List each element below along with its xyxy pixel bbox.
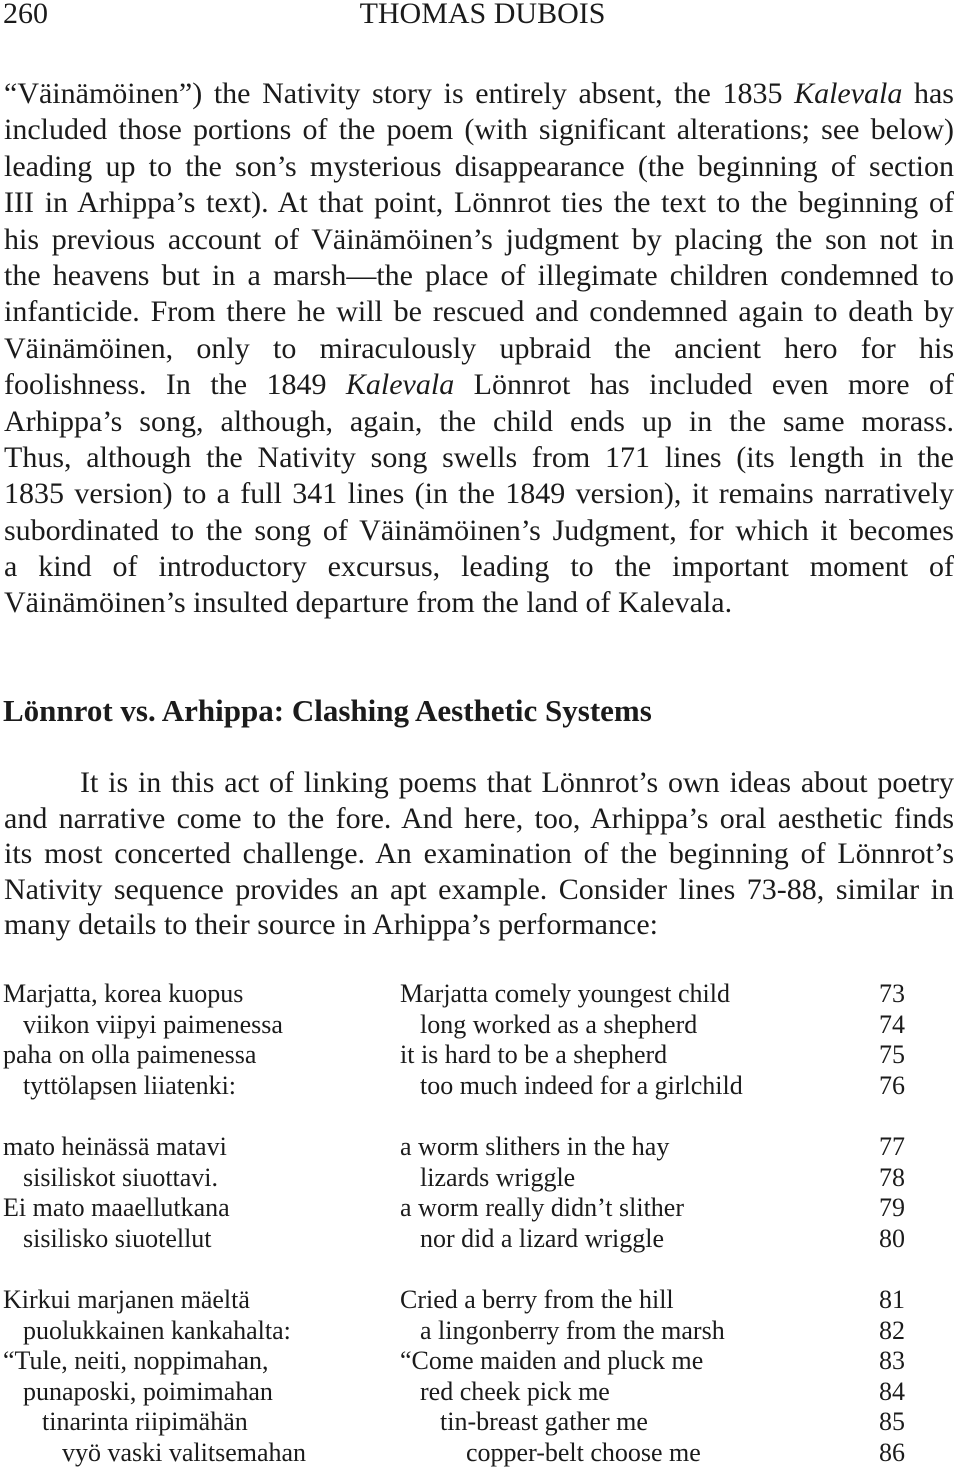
line-number: 85 [879, 1407, 905, 1437]
english-translation: it is hard to be a shepherd [400, 1040, 668, 1070]
line-number: 74 [879, 1009, 905, 1039]
verse-row [0, 1346, 960, 1377]
text-line: many details to their source in Arhippa’s performance: [4, 908, 658, 941]
english-translation: tin-breast gather me [440, 1407, 648, 1437]
finnish-line: viikon viipyi paimenessa [23, 1009, 283, 1039]
english-translation: copper-belt choose me [466, 1437, 701, 1467]
english-translation: lizards wriggle [420, 1162, 576, 1192]
finnish-line: paha on olla paimenessa [3, 1040, 257, 1070]
text-line [4, 76, 954, 112]
english-translation: red cheek pick me [420, 1376, 610, 1406]
verse-row [0, 1010, 960, 1041]
verse-row [0, 1193, 960, 1224]
line-number: 75 [879, 1040, 905, 1070]
english-translation: Marjatta comely youngest child [400, 979, 730, 1008]
verse-row [0, 1407, 960, 1438]
line-number: 81 [879, 1284, 905, 1314]
verse-row [0, 1071, 960, 1102]
line-number: 80 [879, 1223, 905, 1253]
finnish-line: puolukkainen kankahalta: [23, 1315, 291, 1345]
line-number: 77 [879, 1131, 905, 1161]
text-line [4, 367, 954, 403]
line-number: 86 [879, 1437, 905, 1467]
page-header [0, 0, 960, 28]
text-line: infanticide. From there he will be rescued and condemned again to death by [4, 295, 954, 329]
text-line: leading up to the son’s mysterious disappearance (the beginning of section [4, 149, 954, 183]
english-translation: too much indeed for a girlchild [420, 1070, 743, 1100]
verse-stanza [0, 1285, 960, 1469]
text-segment: Lönnrot has included even more of [454, 368, 954, 402]
english-translation: Cried a berry from the hill [400, 1284, 674, 1314]
text-segment: foolishness. In the 1849 [4, 368, 346, 402]
running-title: THOMAS DUBOIS [359, 0, 606, 30]
italic-title: Kalevala [345, 368, 455, 402]
italic-title: Kalevala [794, 77, 903, 110]
text-segment: has [902, 77, 954, 110]
text-line: its most concerted challenge. An examination of the beginning of Lönnrot’s [4, 837, 954, 870]
english-translation: long worked as a shepherd [420, 1009, 698, 1039]
verse-stanza [0, 1132, 960, 1254]
finnish-line: Ei mato maaellutkana [3, 1193, 230, 1223]
finnish-line: punaposki, poimimahan [23, 1376, 273, 1406]
text-line: a kind of introductory excursus, leading to the important moment of [4, 550, 954, 584]
verse-row [0, 1224, 960, 1255]
english-translation: a worm slithers in the hay [400, 1131, 670, 1161]
text-line: the heavens but in a marsh—the place of illegimate children condemned to [4, 258, 954, 292]
section-heading: Lönnrot vs. Arhippa: Clashing Aesthetic Systems [3, 693, 652, 728]
verse-table [0, 979, 960, 1469]
verse-row [0, 1438, 960, 1469]
verse-row [0, 1132, 960, 1163]
body-paragraph [4, 765, 954, 943]
finnish-line: sisiliskot siuottavi. [23, 1162, 219, 1192]
line-number: 76 [879, 1070, 905, 1100]
finnish-line: tinarinta riipimähän [42, 1407, 248, 1437]
text-line: Väinämöinen, only to miraculously upbraid the ancient hero for his [4, 331, 954, 365]
finnish-line: mato heinässä matavi [3, 1131, 227, 1161]
text-line: Arhippa’s song, although, again, the child ends up in the same morass. [4, 404, 954, 438]
text-line: Väinämöinen’s insulted departure from the land of Kalevala. [4, 586, 733, 620]
finnish-line: Kirkui marjanen mäeltä [3, 1284, 250, 1314]
text-line: 1835 version) to a full 341 lines (in the 1849 version), it remains narratively [4, 477, 954, 511]
text-line: Nativity sequence provides an apt example. Consider lines 73-88, similar in [4, 872, 954, 906]
text-segment: “Väinämöinen”) the Nativity story is entirely absent, the 1835 [4, 77, 795, 110]
text-line: It is in this act of linking poems that Lönnrot’s own ideas about poetry [80, 766, 954, 799]
english-translation: a worm really didn’t slither [400, 1193, 685, 1223]
text-line: Thus, although the Nativity song swells from 171 lines (its length in the [4, 440, 954, 474]
page-number: 260 [3, 0, 48, 30]
finnish-line: vyö vaski valitsemahan [62, 1437, 307, 1467]
text-line: his previous account of Väinämöinen’s judgment by placing the son not in [4, 222, 954, 256]
verse-row [0, 1377, 960, 1408]
body-paragraph [4, 76, 954, 622]
line-number: 73 [879, 979, 905, 1008]
text-line: and narrative come to the fore. And here, too, Arhippa’s oral aesthetic finds [4, 801, 954, 835]
line-number: 83 [879, 1346, 905, 1376]
verse-row [0, 979, 960, 1010]
english-translation: “Come maiden and pluck me [400, 1346, 704, 1376]
verse-stanza [0, 979, 960, 1101]
verse-row [0, 1040, 960, 1071]
line-number: 84 [879, 1376, 905, 1406]
verse-row [0, 1316, 960, 1347]
line-number: 82 [879, 1315, 905, 1345]
finnish-line: “Tule, neiti, noppimahan, [3, 1346, 269, 1376]
text-line: included those portions of the poem (with significant alterations; see below) [4, 113, 954, 147]
finnish-line: tyttölapsen liiatenki: [23, 1070, 237, 1100]
line-number: 79 [879, 1193, 905, 1223]
finnish-line: Marjatta, korea kuopus [3, 979, 244, 1008]
finnish-line: sisilisko siuotellut [23, 1223, 212, 1253]
english-translation: a lingonberry from the marsh [420, 1315, 725, 1345]
english-translation: nor did a lizard wriggle [420, 1223, 665, 1253]
text-line: III in Arhippa’s text). At that point, Lönnrot ties the text to the beginning of [4, 186, 954, 220]
verse-row [0, 1285, 960, 1316]
text-line: subordinated to the song of Väinämöinen’s Judgment, for which it becomes [4, 513, 954, 547]
verse-row [0, 1163, 960, 1194]
line-number: 78 [879, 1162, 905, 1192]
